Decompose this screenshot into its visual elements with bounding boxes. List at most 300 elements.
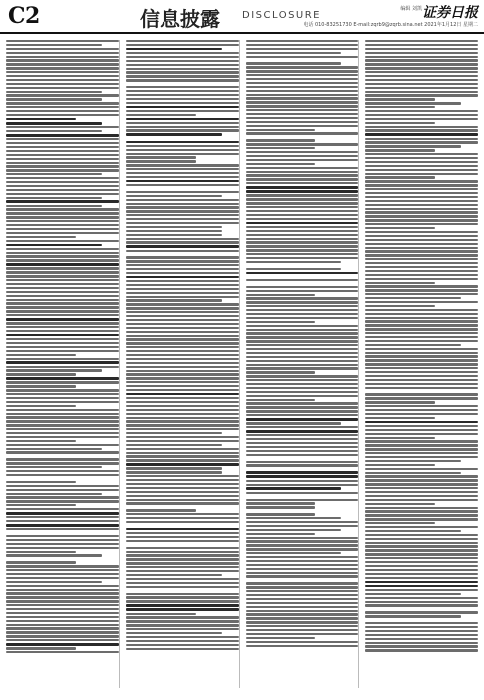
text-line bbox=[6, 528, 119, 530]
text-line bbox=[246, 52, 342, 54]
text-line bbox=[126, 397, 239, 399]
text-line bbox=[6, 87, 119, 89]
text-line bbox=[126, 180, 239, 183]
text-line bbox=[365, 188, 478, 190]
text-line bbox=[365, 589, 478, 591]
text-line bbox=[126, 299, 222, 301]
text-line bbox=[365, 270, 478, 272]
text-line bbox=[246, 575, 359, 577]
text-line bbox=[246, 194, 359, 196]
text-line bbox=[365, 141, 478, 143]
text-line bbox=[246, 446, 359, 448]
text-line bbox=[6, 405, 76, 407]
text-line bbox=[246, 325, 359, 327]
text-line bbox=[365, 250, 478, 252]
text-line bbox=[126, 303, 239, 305]
text-line bbox=[6, 573, 119, 575]
text-line bbox=[126, 241, 239, 243]
text-line bbox=[126, 250, 239, 252]
text-line bbox=[246, 442, 359, 444]
text-line bbox=[246, 257, 359, 259]
text-line bbox=[246, 461, 359, 463]
text-line bbox=[246, 109, 359, 111]
text-line bbox=[365, 75, 478, 77]
text-line bbox=[126, 44, 239, 46]
text-line bbox=[365, 495, 478, 497]
text-line bbox=[6, 291, 119, 293]
paper-logo: 证券日报 bbox=[422, 5, 478, 21]
text-line bbox=[246, 143, 359, 145]
text-line bbox=[126, 292, 239, 294]
text-line bbox=[126, 385, 239, 387]
text-line bbox=[6, 485, 119, 487]
text-line bbox=[365, 437, 435, 439]
text-line bbox=[126, 624, 239, 626]
text-line bbox=[246, 513, 316, 515]
text-line bbox=[365, 289, 478, 291]
text-line bbox=[6, 150, 119, 152]
text-line bbox=[246, 82, 359, 84]
text-line bbox=[365, 176, 435, 178]
text-line bbox=[365, 87, 478, 89]
text-line bbox=[126, 483, 239, 485]
text-line bbox=[6, 377, 119, 380]
text-line bbox=[6, 448, 102, 450]
text-line bbox=[365, 538, 478, 540]
text-line bbox=[126, 234, 222, 236]
text-line bbox=[6, 330, 119, 332]
text-line bbox=[6, 48, 119, 50]
text-line bbox=[126, 307, 239, 309]
text-line bbox=[246, 499, 359, 501]
text-line bbox=[246, 492, 359, 494]
text-line bbox=[126, 260, 239, 262]
text-line bbox=[126, 52, 239, 54]
text-line bbox=[246, 86, 359, 88]
text-line bbox=[246, 406, 359, 408]
text-line bbox=[365, 204, 478, 206]
text-line bbox=[6, 577, 119, 579]
text-line bbox=[126, 370, 239, 372]
text-line bbox=[365, 235, 478, 237]
text-line bbox=[246, 94, 359, 96]
text-line bbox=[6, 428, 119, 430]
text-line bbox=[6, 232, 119, 234]
masthead bbox=[0, 0, 484, 34]
text-line bbox=[6, 565, 119, 567]
text-line bbox=[246, 594, 359, 596]
text-line bbox=[6, 63, 119, 65]
text-line bbox=[126, 409, 239, 411]
text-line bbox=[6, 647, 76, 649]
text-line bbox=[365, 456, 478, 458]
text-line bbox=[246, 387, 359, 389]
text-line bbox=[6, 342, 119, 344]
text-line bbox=[6, 436, 119, 438]
text-line bbox=[6, 248, 119, 250]
text-line bbox=[6, 420, 119, 422]
text-line bbox=[126, 358, 239, 360]
text-line bbox=[6, 493, 102, 495]
text-line bbox=[365, 231, 478, 233]
text-line bbox=[365, 561, 478, 563]
text-line bbox=[246, 418, 359, 421]
text-line bbox=[6, 205, 102, 207]
text-line bbox=[6, 413, 119, 415]
text-line bbox=[6, 244, 102, 247]
text-line bbox=[6, 470, 119, 472]
text-line bbox=[246, 159, 359, 161]
text-line bbox=[6, 458, 119, 460]
text-line bbox=[126, 284, 239, 286]
text-line bbox=[365, 557, 478, 559]
text-line bbox=[246, 621, 359, 623]
text-line bbox=[6, 596, 119, 598]
text-line bbox=[365, 585, 478, 588]
text-line bbox=[6, 369, 102, 371]
column-2 bbox=[126, 40, 240, 688]
text-line bbox=[126, 554, 239, 556]
text-line bbox=[6, 592, 119, 594]
text-line bbox=[246, 210, 359, 212]
text-line bbox=[246, 74, 359, 76]
text-line bbox=[246, 101, 359, 103]
text-line bbox=[246, 521, 359, 523]
article-columns bbox=[6, 40, 478, 688]
text-line bbox=[6, 83, 119, 85]
text-line bbox=[126, 110, 239, 112]
text-line bbox=[126, 296, 239, 298]
text-line bbox=[126, 570, 239, 572]
text-line bbox=[6, 252, 119, 254]
text-line bbox=[6, 440, 76, 442]
text-line bbox=[365, 383, 478, 385]
text-line bbox=[126, 288, 239, 290]
text-line bbox=[126, 168, 239, 170]
text-line bbox=[126, 452, 239, 454]
text-line bbox=[365, 573, 478, 575]
text-line bbox=[246, 332, 359, 334]
text-line bbox=[6, 279, 119, 281]
text-line bbox=[6, 189, 119, 191]
text-line bbox=[126, 377, 239, 379]
text-line bbox=[365, 530, 461, 532]
text-line bbox=[6, 432, 119, 434]
text-line bbox=[365, 227, 435, 229]
text-line bbox=[6, 366, 119, 368]
section-code: C2 bbox=[8, 3, 40, 29]
text-line bbox=[365, 192, 478, 194]
text-line bbox=[126, 60, 239, 62]
text-line bbox=[246, 402, 359, 404]
text-line bbox=[365, 169, 478, 171]
text-line bbox=[365, 301, 478, 303]
column-3 bbox=[246, 40, 360, 688]
text-line bbox=[365, 223, 478, 225]
text-line bbox=[365, 604, 478, 606]
text-line bbox=[246, 506, 316, 508]
text-line bbox=[365, 309, 478, 311]
text-line bbox=[6, 181, 119, 183]
text-line bbox=[126, 502, 239, 504]
text-line bbox=[246, 502, 316, 504]
text-line bbox=[365, 387, 478, 389]
text-line bbox=[126, 327, 239, 329]
text-line bbox=[246, 121, 359, 123]
text-line bbox=[126, 133, 222, 136]
masthead-right bbox=[303, 2, 478, 32]
text-line bbox=[365, 409, 478, 411]
text-line bbox=[246, 564, 359, 566]
text-line bbox=[126, 106, 239, 109]
text-line bbox=[126, 373, 239, 375]
text-line bbox=[365, 507, 478, 509]
text-line bbox=[126, 145, 239, 147]
text-line bbox=[126, 366, 239, 368]
text-line bbox=[365, 417, 435, 419]
text-line bbox=[246, 556, 359, 558]
text-line bbox=[365, 440, 478, 442]
text-line bbox=[365, 479, 478, 481]
text-line bbox=[6, 228, 119, 230]
text-line bbox=[126, 160, 196, 162]
text-line bbox=[6, 102, 119, 104]
text-line bbox=[6, 130, 102, 132]
text-line bbox=[6, 639, 119, 641]
text-line bbox=[6, 126, 119, 128]
text-line bbox=[126, 354, 239, 356]
text-line bbox=[246, 484, 359, 486]
text-line bbox=[365, 611, 478, 613]
text-line bbox=[365, 352, 478, 354]
text-line bbox=[6, 185, 119, 187]
text-line bbox=[365, 118, 478, 120]
text-line bbox=[365, 285, 478, 287]
text-line bbox=[246, 253, 359, 255]
text-line bbox=[365, 258, 478, 260]
editor-line: 编辑 刘凯 bbox=[400, 6, 422, 12]
text-line bbox=[6, 193, 119, 195]
text-line bbox=[126, 218, 239, 220]
text-line bbox=[246, 537, 359, 539]
text-line bbox=[365, 215, 478, 217]
text-line bbox=[126, 509, 196, 511]
section-title-english: DISCLOSURE bbox=[242, 10, 321, 21]
text-line bbox=[365, 208, 478, 210]
text-line bbox=[6, 146, 119, 148]
text-line bbox=[246, 364, 359, 366]
text-line bbox=[365, 542, 478, 544]
text-line bbox=[365, 626, 478, 628]
text-line bbox=[6, 326, 119, 328]
text-line bbox=[246, 218, 359, 220]
text-line bbox=[126, 521, 239, 523]
text-line bbox=[365, 262, 478, 264]
text-line bbox=[6, 52, 119, 54]
text-line bbox=[6, 451, 119, 453]
text-line bbox=[126, 79, 239, 81]
text-line bbox=[6, 489, 119, 491]
text-line bbox=[365, 448, 478, 450]
text-line bbox=[365, 153, 478, 155]
text-line bbox=[6, 589, 119, 591]
text-line bbox=[6, 165, 119, 167]
text-line bbox=[365, 79, 478, 81]
text-line bbox=[246, 529, 342, 531]
text-line bbox=[6, 287, 119, 289]
text-line bbox=[365, 597, 478, 599]
text-line bbox=[126, 467, 222, 469]
text-line bbox=[6, 381, 119, 383]
text-line bbox=[246, 214, 359, 216]
text-line bbox=[365, 472, 461, 474]
text-line bbox=[126, 648, 239, 650]
text-line bbox=[126, 566, 239, 568]
text-line bbox=[6, 585, 119, 587]
text-line bbox=[365, 649, 478, 651]
text-line bbox=[246, 174, 359, 176]
text-line bbox=[126, 401, 239, 403]
text-line bbox=[246, 226, 359, 228]
text-line bbox=[126, 586, 239, 588]
text-line bbox=[126, 540, 239, 542]
text-line bbox=[246, 586, 359, 588]
text-line bbox=[6, 543, 119, 545]
text-line bbox=[246, 301, 359, 303]
text-line bbox=[6, 631, 119, 633]
text-line bbox=[246, 344, 359, 346]
text-line bbox=[6, 600, 119, 602]
text-line bbox=[6, 520, 119, 522]
text-line bbox=[6, 56, 119, 58]
text-line bbox=[246, 155, 359, 157]
text-line bbox=[126, 613, 196, 615]
text-line bbox=[246, 336, 359, 338]
text-line bbox=[246, 241, 359, 243]
text-line bbox=[126, 424, 239, 426]
text-line bbox=[246, 613, 359, 615]
text-line bbox=[6, 236, 76, 238]
text-line bbox=[365, 371, 478, 373]
text-line bbox=[6, 67, 119, 69]
text-line bbox=[126, 389, 239, 391]
text-line bbox=[126, 94, 239, 96]
text-line bbox=[246, 540, 359, 542]
text-line bbox=[6, 516, 119, 518]
text-line bbox=[365, 196, 478, 198]
text-line bbox=[126, 513, 239, 515]
text-line bbox=[246, 641, 359, 643]
text-line bbox=[365, 67, 478, 69]
text-line bbox=[365, 601, 478, 603]
text-line bbox=[126, 226, 222, 228]
text-line bbox=[365, 577, 478, 579]
text-line bbox=[246, 395, 359, 397]
text-line bbox=[365, 328, 478, 330]
text-line bbox=[6, 114, 119, 116]
text-line bbox=[6, 177, 119, 179]
text-line bbox=[126, 475, 239, 477]
text-line bbox=[126, 381, 239, 383]
text-line bbox=[365, 102, 461, 104]
text-line bbox=[126, 149, 239, 151]
text-line bbox=[246, 297, 359, 299]
text-line bbox=[246, 129, 316, 131]
text-line bbox=[126, 315, 239, 317]
text-line bbox=[365, 421, 478, 424]
text-line bbox=[6, 551, 76, 553]
text-line bbox=[365, 266, 478, 268]
text-line bbox=[246, 56, 359, 58]
text-line bbox=[365, 401, 435, 403]
text-line bbox=[126, 48, 222, 51]
text-line bbox=[6, 299, 119, 301]
text-line bbox=[246, 548, 359, 550]
text-line bbox=[246, 105, 359, 107]
text-line bbox=[126, 596, 239, 598]
text-line bbox=[126, 335, 239, 337]
text-line bbox=[126, 436, 239, 438]
text-line bbox=[246, 234, 359, 236]
text-line bbox=[246, 132, 359, 134]
text-line bbox=[6, 334, 119, 337]
text-line bbox=[126, 582, 239, 584]
text-line bbox=[246, 560, 359, 562]
text-line bbox=[365, 126, 478, 128]
text-line bbox=[365, 464, 435, 466]
text-line bbox=[126, 280, 239, 282]
text-line bbox=[246, 125, 359, 127]
text-line bbox=[126, 532, 239, 534]
text-line bbox=[126, 495, 239, 497]
text-line bbox=[246, 371, 316, 373]
text-line bbox=[126, 276, 239, 279]
text-line bbox=[365, 499, 478, 501]
text-line bbox=[365, 444, 478, 446]
text-line bbox=[126, 245, 239, 248]
text-line bbox=[246, 399, 316, 401]
text-line bbox=[246, 645, 359, 647]
text-line bbox=[365, 278, 478, 280]
text-line bbox=[6, 424, 119, 426]
text-line bbox=[365, 63, 478, 65]
text-line bbox=[126, 141, 239, 144]
text-line bbox=[246, 356, 359, 358]
text-line bbox=[365, 145, 461, 147]
text-line bbox=[126, 102, 239, 104]
text-line bbox=[246, 261, 342, 263]
text-line bbox=[126, 405, 239, 407]
text-line bbox=[246, 321, 316, 323]
text-line bbox=[126, 342, 239, 344]
text-line bbox=[6, 240, 119, 242]
text-line bbox=[126, 40, 239, 42]
text-line bbox=[6, 373, 76, 375]
text-line bbox=[365, 157, 478, 159]
text-line bbox=[246, 202, 359, 204]
text-line bbox=[126, 122, 239, 124]
text-line bbox=[365, 433, 478, 435]
text-line bbox=[365, 91, 478, 93]
text-line bbox=[126, 528, 239, 531]
text-line bbox=[126, 536, 239, 538]
text-line bbox=[365, 510, 478, 512]
text-line bbox=[6, 310, 119, 312]
text-line bbox=[6, 462, 119, 464]
text-line bbox=[365, 200, 478, 202]
text-line bbox=[246, 294, 316, 296]
text-line bbox=[365, 553, 478, 555]
